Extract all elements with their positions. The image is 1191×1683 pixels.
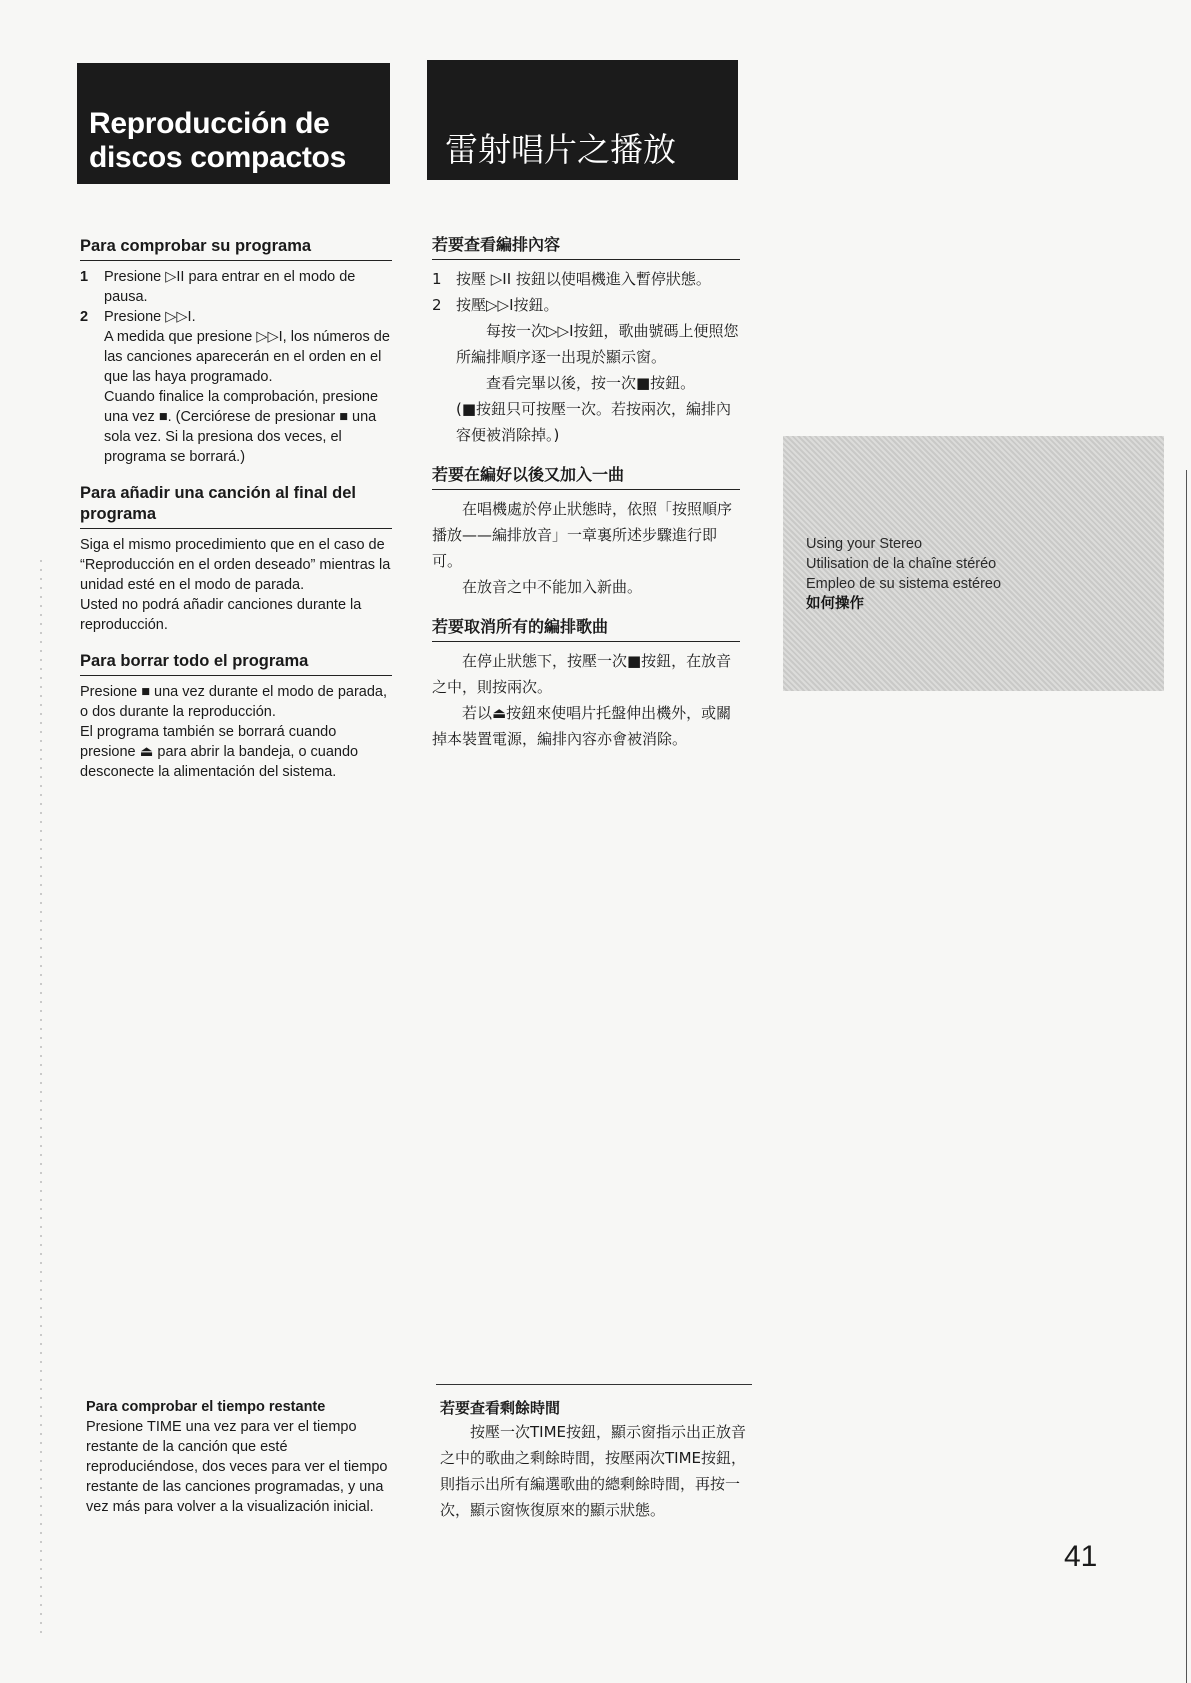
es-check-step-2 [80, 307, 392, 467]
scan-right-edge [1186, 470, 1187, 1683]
page-number: 41 [1064, 1540, 1098, 1573]
zh-step-2-number: 2 [432, 296, 442, 314]
section-index-box [783, 436, 1164, 691]
zh-erase-text-1: 在停止狀態下，按壓一次■按鈕，在放音之中，則按兩次。 [432, 652, 732, 696]
section-index-french: Utilisation de la chaîne stéréo [806, 556, 997, 572]
zh-check-heading: 若要查看編排內容 [432, 234, 740, 260]
es-step-2-detail-2: Cuando finalice la comprobación, presione una vez ■. (Cerciórese de presionar ■ una sola vez. Si la presiona dos veces, el programa se borrará.) [104, 389, 379, 465]
zh-remaining-heading: 若要查看剩餘時間 [440, 1399, 561, 1417]
es-remaining-note [86, 1397, 398, 1517]
es-remaining-text: Presione TIME una vez para ver el tiempo restante de la canción que esté reproduciéndose, dos veces para ver el tiempo restante de las canciones programadas, y una vez más para volver a la visualización inicial. [86, 1419, 388, 1515]
zh-add-section [432, 464, 740, 600]
zh-check-steps [432, 266, 740, 448]
zh-add-text-2: 在放音之中不能加入新曲。 [462, 578, 643, 596]
es-step-2-number: 2 [80, 309, 89, 325]
zh-step-2-text: 按壓▷▷I按鈕。 [456, 296, 559, 314]
banner-chinese-title: 雷射唱片之播放 [445, 130, 676, 169]
banner-spanish-line2: discos compactos [89, 141, 346, 174]
section-index-english: Using your Stereo [806, 536, 923, 552]
zh-erase-text-2: 若以⏏按鈕來使唱片托盤伸出機外，或關掉本裝置電源，編排內容亦會被消除。 [432, 704, 732, 748]
zh-check-step-2 [432, 292, 740, 448]
zh-remaining-note [440, 1397, 750, 1523]
section-index-lines [806, 534, 1001, 614]
zh-step-1-text: 按壓 ▷II 按鈕以使唱機進入暫停狀態。 [456, 270, 711, 288]
zh-check-step-1 [432, 266, 740, 292]
es-step-2-detail-1: A medida que presione ▷▷I, los números de las canciones aparecerán en el orden en el que las haya programado. [104, 329, 390, 385]
es-add-heading: Para añadir una canción al final del programa [80, 483, 392, 529]
es-step-2-text: Presione ▷▷I. [104, 309, 196, 325]
es-add-text-2: Usted no podrá añadir canciones durante la reproducción. [80, 597, 362, 633]
footer-divider [436, 1384, 752, 1385]
es-erase-text-2: El programa también se borrará cuando presione ⏏ para abrir la bandeja, o cuando desconecte la alimentación del sistema. [80, 724, 359, 780]
scan-margin-dots [40, 560, 42, 1640]
spanish-column [80, 236, 392, 798]
es-erase-section [80, 651, 392, 782]
es-step-1-text: Presione ▷II para entrar en el modo de pausa. [104, 269, 356, 305]
es-check-step-1 [80, 267, 392, 307]
zh-add-heading: 若要在編好以後又加入一曲 [432, 464, 740, 490]
banner-spanish-line1: Reproducción de [89, 107, 330, 140]
es-check-steps [80, 267, 392, 467]
es-check-heading: Para comprobar su programa [80, 236, 392, 261]
es-remaining-heading: Para comprobar el tiempo restante [86, 1399, 326, 1415]
zh-step-2-detail-3: (■按鈕只可按壓一次。若按兩次，編排內容便被消除掉。) [456, 400, 732, 444]
zh-add-text-1: 在唱機處於停止狀態時，依照「按照順序播放——編排放音」一章裏所述步驟進行即可。 [432, 500, 733, 570]
es-add-text-1: Siga el mismo procedimiento que en el caso de “Reproducción en el orden deseado” mientras la unidad esté en el modo de parada. [80, 537, 391, 593]
zh-step-2-detail-1: 每按一次▷▷I按鈕，歌曲號碼上便照您所編排順序逐一出現於顯示窗。 [456, 322, 739, 366]
zh-erase-section [432, 616, 740, 752]
es-erase-heading: Para borrar todo el programa [80, 651, 392, 676]
es-erase-text-1: Presione ■ una vez durante el modo de parada, o dos durante la reproducción. [80, 684, 388, 720]
chinese-column [432, 234, 740, 768]
es-add-section [80, 483, 392, 635]
zh-remaining-text: 按壓一次TIME按鈕，顯示窗指示出正放音之中的歌曲之剩餘時間，按壓兩次TIME按鈕，則指示出所有編選歌曲的總剩餘時間，再按一次，顯示窗恢復原來的顯示狀態。 [440, 1423, 747, 1519]
section-index-spanish: Empleo de su sistema estéreo [806, 576, 1002, 592]
zh-check-section [432, 234, 740, 448]
banner-spanish [77, 63, 390, 184]
zh-step-1-number: 1 [432, 270, 442, 288]
es-step-1-number: 1 [80, 269, 89, 285]
zh-step-2-detail-2: 查看完畢以後，按一次■按鈕。 [486, 374, 696, 392]
es-check-section [80, 236, 392, 467]
banner-chinese [427, 60, 738, 180]
section-index-chinese: 如何操作 [806, 596, 864, 612]
zh-erase-heading: 若要取消所有的編排歌曲 [432, 616, 740, 642]
